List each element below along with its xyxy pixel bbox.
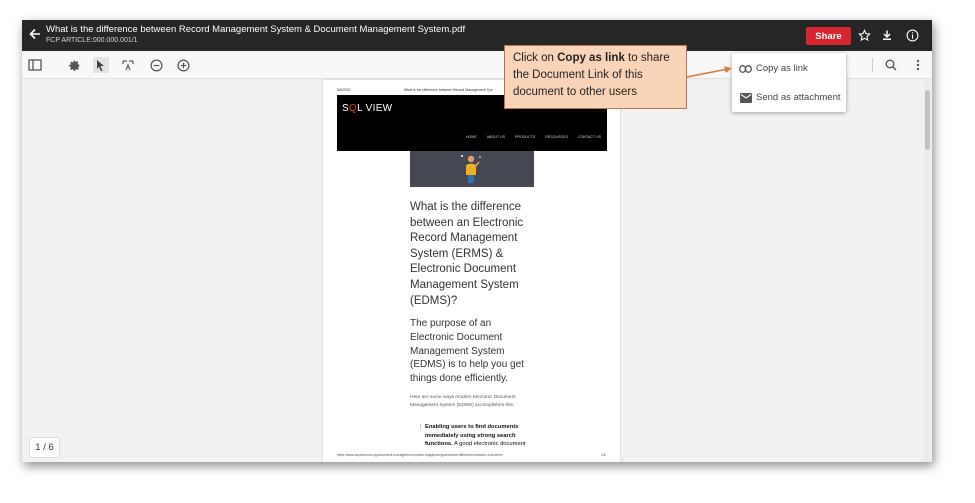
send-as-attachment-item[interactable] [732,84,846,111]
info-icon[interactable] [904,27,920,43]
mail-icon [739,91,752,104]
document-title: What is the difference between Record Management System & Document Management System.pdf [46,24,466,35]
page-date: 3/6/2020 [337,88,351,92]
link-icon [739,62,752,75]
star-icon[interactable] [856,27,872,43]
send-as-attachment-label: Send as attachment [756,92,841,103]
settings-gear-icon[interactable] [66,57,82,73]
share-button[interactable]: Share [806,27,851,45]
share-menu [732,53,846,112]
zoom-in-icon[interactable] [175,57,191,73]
download-icon[interactable] [879,27,895,43]
scrollbar-thumb[interactable] [925,90,930,150]
copy-as-link-item[interactable] [732,55,846,82]
page-footer-url: https://www.sqlview.com.sg/document-management-system-singapore/governance/difference-between-rms-drms/ [337,453,503,457]
callout-arrow-icon [687,65,737,81]
instruction-callout: Click on Copy as link to share the Document Link of this document to other users [504,45,687,109]
bullet-marker: | [420,424,422,430]
page-footer-number: 1/8 [601,453,606,457]
sqlview-logo: SQL VIEW [342,103,393,114]
pdf-viewer-window [22,20,932,462]
article-subheading: The purpose of an Electronic Document Management System (EDMS) is to help you get things done efficiently. [410,318,524,385]
toolbar-divider [872,58,873,72]
website-nav [466,135,601,139]
page-header-text: What is the difference between Record Management Sys [404,88,493,92]
article-paragraph: Here are some ways modern Electonic Document Management System (EDMS) accomplishes this: [410,395,516,408]
pdf-page [323,80,620,462]
vertical-scrollbar[interactable] [924,80,931,462]
zoom-out-icon[interactable] [148,57,164,73]
nav-contact: CONTACT US [577,135,601,139]
bullet-item: Enabling users to find documents immediately using strong search functions. A good electronic document [425,424,526,448]
article-title: What is the difference between an Electronic Record Management System (ERMS) & Electronic Document Management System (EDMS)? [410,201,524,307]
nav-resources: RESOURCES [545,135,568,139]
sidebar-toggle-icon[interactable] [27,57,43,73]
document-subtitle: FCP ARTICLE:000.000.001/1 [46,37,138,44]
more-vertical-icon[interactable] [910,57,926,73]
page-counter: 1 / 6 [29,437,60,458]
nav-home: HOME [465,135,477,139]
pan-select-icon[interactable] [120,57,136,73]
nav-about: ABOUT US [486,135,506,139]
person-illustration-icon [460,153,484,187]
hero-illustration [410,151,534,187]
copy-as-link-label: Copy as link [756,63,808,74]
pointer-cursor-icon[interactable] [93,57,109,73]
back-arrow-icon[interactable] [26,27,44,45]
search-icon[interactable] [883,57,899,73]
nav-products: PRODUCTS [515,135,536,139]
top-bar [22,20,932,51]
